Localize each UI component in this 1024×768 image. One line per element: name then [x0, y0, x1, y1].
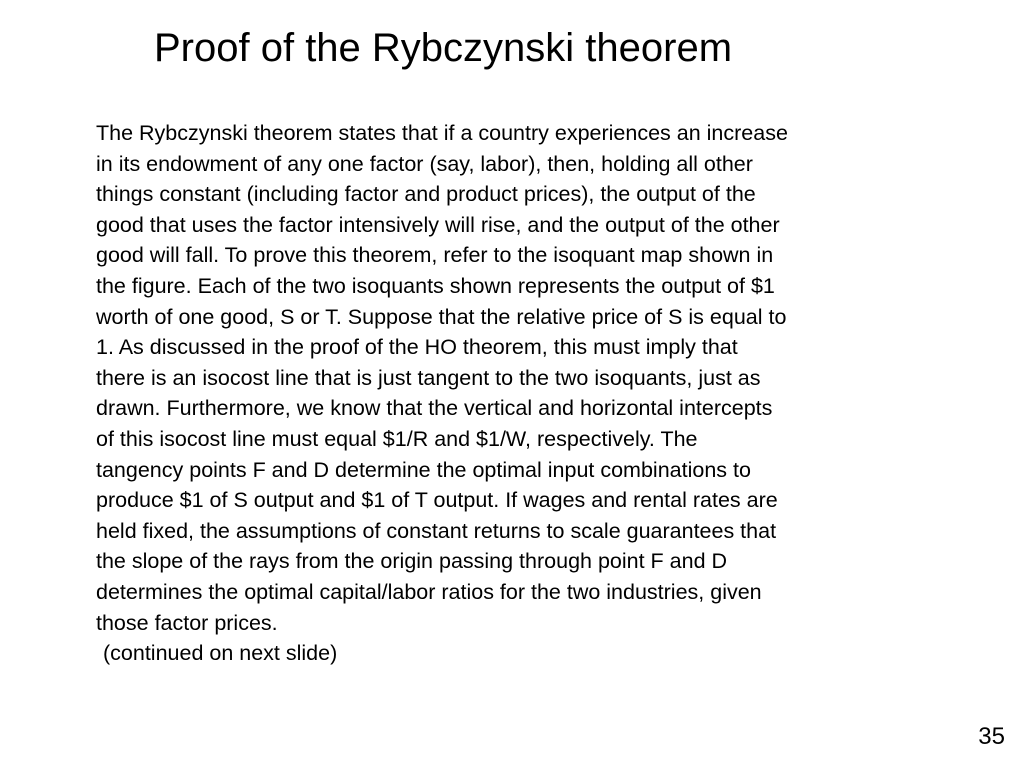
body-line: the slope of the rays from the origin passing through point F and D	[96, 549, 728, 574]
body-line: good that uses the factor intensively will rise, and the output of the other	[96, 212, 780, 237]
body-line: in its endowment of any one factor (say, labor), then, holding all other	[96, 151, 753, 176]
body-line: of this isocost line must equal $1/R and $1/W, respectively. The	[96, 426, 698, 451]
body-line: worth of one good, S or T. Suppose that the relative price of S is equal to	[96, 304, 787, 329]
body-line: produce $1 of S output and $1 of T output. If wages and rental rates are	[96, 488, 778, 513]
slide-body-text	[96, 118, 936, 669]
body-line: the figure. Each of the two isoquants shown represents the output of $1	[96, 273, 775, 298]
slide-title: Proof of the Rybczynski theorem	[154, 26, 733, 70]
page-number: 35	[978, 723, 1005, 750]
body-line: The Rybczynski theorem states that if a country experiences an increase	[96, 121, 788, 145]
body-line: determines the optimal capital/labor ratios for the two industries, given	[96, 579, 762, 604]
body-line: drawn. Furthermore, we know that the vertical and horizontal intercepts	[96, 396, 773, 421]
continued-note: (continued on next slide)	[103, 641, 338, 666]
body-line: there is an isocost line that is just tangent to the two isoquants, just as	[96, 365, 761, 390]
body-line: held fixed, the assumptions of constant returns to scale guarantees that	[96, 518, 777, 543]
body-paragraph	[96, 118, 936, 669]
body-line: 1. As discussed in the proof of the HO theorem, this must imply that	[96, 335, 738, 360]
body-line: those factor prices.	[96, 610, 278, 635]
body-line: tangency points F and D determine the optimal input combinations to	[96, 457, 751, 482]
body-line: good will fall. To prove this theorem, refer to the isoquant map shown in	[96, 243, 774, 268]
body-line: things constant (including factor and product prices), the output of the	[96, 182, 756, 207]
